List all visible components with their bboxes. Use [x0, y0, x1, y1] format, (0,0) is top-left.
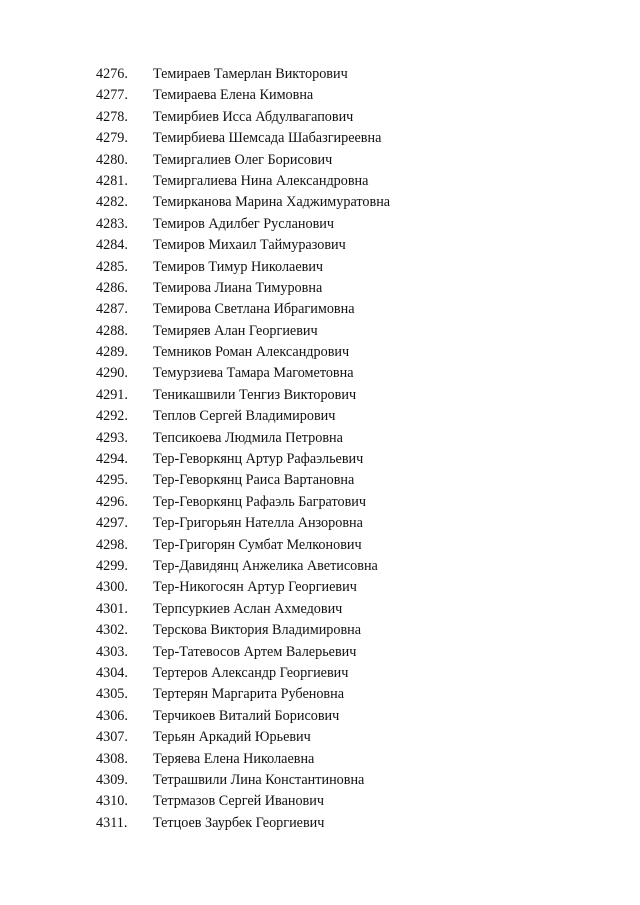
entry-number: 4278. [96, 108, 128, 125]
entry-name: Теплов Сергей Владимирович [153, 408, 336, 425]
list-item [96, 321, 390, 342]
entry-name: Тетрмазов Сергей Иванович [153, 793, 324, 810]
entry-number: 4286. [96, 279, 128, 296]
entry-name: Темиров Адилбег Русланович [153, 215, 335, 232]
entry-name: Тетрашвили Лина Константиновна [153, 771, 365, 788]
list-item [96, 813, 390, 834]
entry-number: 4298. [96, 536, 128, 553]
entry-name: Темирбиева Шемсада Шабазгиреевна [153, 130, 382, 147]
list-item [96, 406, 390, 427]
name-list [96, 64, 390, 834]
entry-number: 4284. [96, 237, 128, 254]
entry-number: 4299. [96, 557, 128, 574]
entry-name: Темиряев Алан Георгиевич [153, 322, 318, 339]
entry-name: Темиргалиева Нина Александровна [153, 172, 369, 189]
list-item [96, 770, 390, 791]
entry-name: Тер-Геворкянц Артур Рафаэльевич [153, 451, 364, 468]
entry-number: 4308. [96, 750, 128, 767]
entry-name: Темираева Елена Кимовна [153, 87, 314, 104]
list-item [96, 492, 390, 513]
entry-name: Тер-Татевосов Артем Валерьевич [153, 643, 357, 660]
list-item [96, 235, 390, 256]
list-item [96, 706, 390, 727]
entry-name: Терпсуркиев Аслан Ахмедович [153, 600, 343, 617]
entry-number: 4292. [96, 408, 128, 425]
entry-number: 4293. [96, 429, 128, 446]
entry-number: 4288. [96, 322, 128, 339]
list-item [96, 278, 390, 299]
list-item [96, 107, 390, 128]
list-item [96, 150, 390, 171]
entry-number: 4290. [96, 365, 128, 382]
entry-name: Темирбиев Исса Абдулвагапович [153, 108, 354, 125]
entry-number: 4309. [96, 771, 128, 788]
list-item [96, 385, 390, 406]
entry-name: Темирова Лиана Тимуровна [153, 279, 323, 296]
list-item [96, 342, 390, 363]
entry-name: Тер-Геворкянц Раиса Вартановна [153, 472, 355, 489]
entry-number: 4276. [96, 66, 128, 82]
entry-number: 4279. [96, 130, 128, 147]
entry-number: 4295. [96, 472, 128, 489]
entry-name: Тер-Григорьян Нателла Анзоровна [153, 515, 363, 532]
entry-number: 4311. [96, 814, 128, 831]
entry-name: Тетцоев Заурбек Георгиевич [153, 814, 325, 831]
entry-name: Тер-Григорян Сумбат Мелконович [153, 536, 362, 553]
entry-name: Тертерян Маргарита Рубеновна [153, 686, 345, 703]
entry-number: 4296. [96, 493, 128, 510]
list-item [96, 214, 390, 235]
entry-name: Темиров Тимур Николаевич [153, 258, 324, 275]
list-item [96, 749, 390, 770]
list-item [96, 64, 390, 85]
list-item [96, 620, 390, 641]
entry-name: Темирова Светлана Ибрагимовна [153, 301, 355, 318]
list-item [96, 192, 390, 213]
list-item [96, 791, 390, 812]
entry-number: 4294. [96, 451, 128, 468]
entry-number: 4303. [96, 643, 128, 660]
list-item [96, 727, 390, 748]
entry-name: Тер-Давидянц Анжелика Аветисовна [153, 557, 378, 574]
entry-name: Темурзиева Тамара Магометовна [153, 365, 354, 382]
entry-number: 4302. [96, 622, 128, 639]
list-item [96, 171, 390, 192]
list-item [96, 513, 390, 534]
list-item [96, 363, 390, 384]
entry-number: 4310. [96, 793, 128, 810]
entry-number: 4291. [96, 386, 128, 403]
entry-name: Терскова Виктория Владимировна [153, 622, 362, 639]
list-item [96, 577, 390, 598]
entry-number: 4307. [96, 729, 128, 746]
list-item [96, 85, 390, 106]
entry-name: Тер-Геворкянц Рафаэль Багратович [153, 493, 367, 510]
entry-number: 4280. [96, 151, 128, 168]
list-item [96, 470, 390, 491]
entry-name: Тертеров Александр Георгиевич [153, 664, 349, 681]
entry-number: 4281. [96, 172, 128, 189]
list-item [96, 663, 390, 684]
entry-number: 4304. [96, 664, 128, 681]
entry-name: Теникашвили Тенгиз Викторович [153, 386, 357, 403]
list-item [96, 428, 390, 449]
entry-name: Темиргалиев Олег Борисович [153, 151, 333, 168]
list-item [96, 257, 390, 278]
entry-name: Темираев Тамерлан Викторович [153, 66, 348, 82]
list-item [96, 556, 390, 577]
entry-name: Тепсикоева Людмила Петровна [153, 429, 343, 446]
entry-number: 4301. [96, 600, 128, 617]
entry-number: 4297. [96, 515, 128, 532]
entry-name: Темирканова Марина Хаджимуратовна [153, 194, 391, 211]
list-item [96, 128, 390, 149]
entry-number: 4277. [96, 87, 128, 104]
list-item [96, 599, 390, 620]
entry-number: 4285. [96, 258, 128, 275]
list-item [96, 642, 390, 663]
entry-number: 4289. [96, 344, 128, 361]
entry-name: Теряева Елена Николаевна [153, 750, 315, 767]
entry-name: Тер-Никогосян Артур Георгиевич [153, 579, 357, 596]
entry-number: 4287. [96, 301, 128, 318]
list-item [96, 684, 390, 705]
entry-number: 4283. [96, 215, 128, 232]
entry-number: 4300. [96, 579, 128, 596]
entry-name: Темников Роман Александрович [153, 344, 350, 361]
entry-number: 4305. [96, 686, 128, 703]
list-item [96, 535, 390, 556]
entry-number: 4306. [96, 707, 128, 724]
entry-name: Темиров Михаил Таймуразович [153, 237, 346, 254]
list-item [96, 299, 390, 320]
entry-name: Терьян Аркадий Юрьевич [153, 729, 311, 746]
list-item [96, 449, 390, 470]
entry-number: 4282. [96, 194, 128, 211]
entry-name: Терчикоев Виталий Борисович [153, 707, 340, 724]
